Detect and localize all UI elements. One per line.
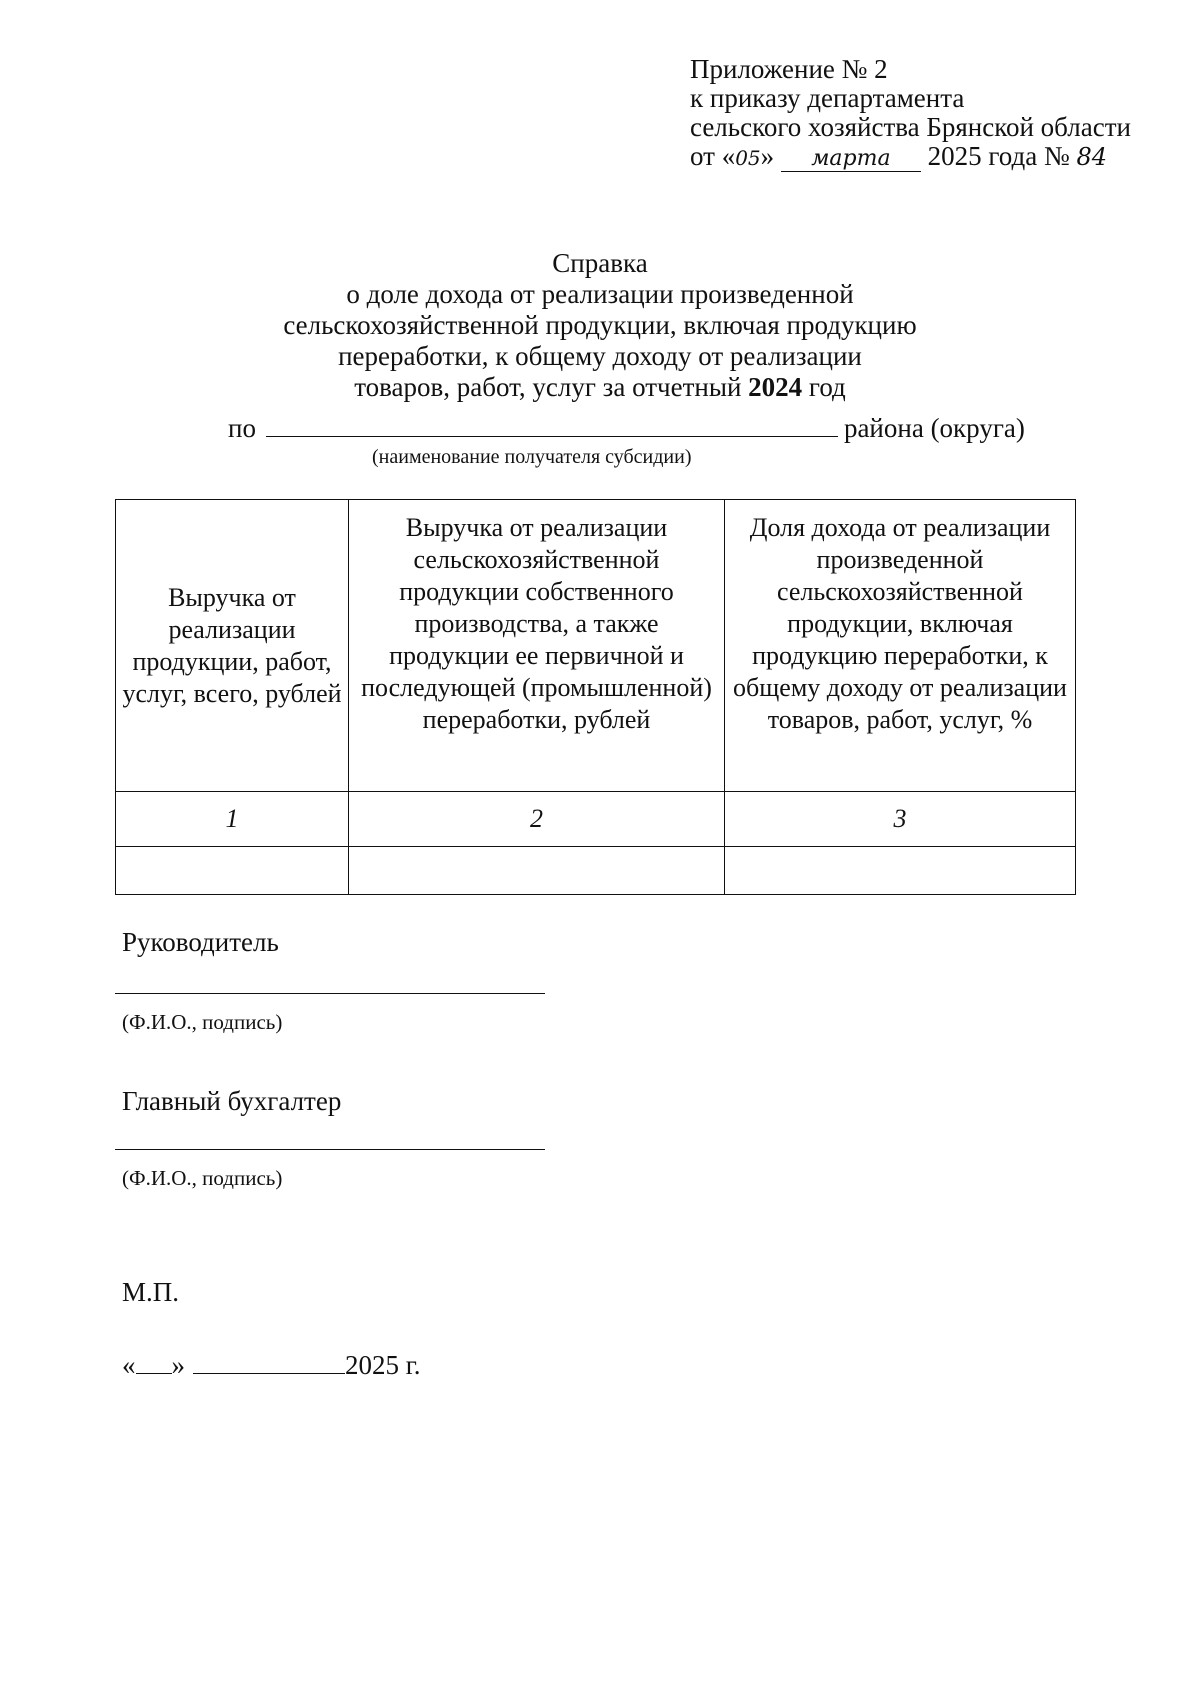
appendix-order-line: к приказу департамента bbox=[690, 83, 965, 113]
head-label: Руководитель bbox=[122, 927, 279, 957]
signing-date-row bbox=[122, 1350, 421, 1380]
header-income-share: Доля дохода от реализации произведенной сельскохозяйственной продукции, включая продукцию переработки, к общему доходу от реализации товаров, работ, услуг, % bbox=[725, 500, 1076, 792]
date-open-quote: « bbox=[122, 1350, 136, 1380]
recipient-prefix: по bbox=[228, 413, 256, 443]
title-heading: Справка bbox=[552, 248, 648, 278]
accountant-signature-caption: (Ф.И.О., подпись) bbox=[122, 1166, 283, 1190]
handwritten-day: 05 bbox=[735, 146, 761, 170]
cell-total-revenue[interactable] bbox=[116, 847, 349, 895]
accountant-label: Главный бухгалтер bbox=[122, 1086, 342, 1116]
recipient-suffix: района (округа) bbox=[843, 413, 1025, 443]
handwritten-month: марта bbox=[781, 147, 921, 172]
appendix-title: Приложение № 2 bbox=[690, 54, 888, 84]
title-line-4-prefix: товаров, работ, услуг за отчетный bbox=[354, 372, 742, 402]
title-line-4 bbox=[0, 372, 1200, 403]
appendix-department-line: сельского хозяйства Брянской области bbox=[690, 112, 1131, 142]
header-total-revenue: Выручка от реализации продукции, работ, услуг, всего, рублей bbox=[116, 500, 349, 792]
table-column-number-row bbox=[116, 792, 1076, 847]
income-share-table bbox=[115, 499, 1076, 895]
column-number-2: 2 bbox=[349, 792, 725, 847]
date-year: 2025 г. bbox=[345, 1350, 421, 1380]
column-number-3: 3 bbox=[725, 792, 1076, 847]
column-number-1: 1 bbox=[116, 792, 349, 847]
head-signature-line[interactable] bbox=[115, 993, 545, 994]
table-header-row bbox=[116, 500, 1076, 792]
accountant-signature-line[interactable] bbox=[115, 1149, 545, 1150]
stamp-placeholder: М.П. bbox=[122, 1277, 180, 1307]
day-field[interactable] bbox=[136, 1353, 172, 1374]
recipient-row bbox=[228, 413, 1040, 443]
appendix-header bbox=[690, 55, 1131, 173]
date-close-quote-2: » bbox=[171, 1350, 185, 1380]
document-title bbox=[0, 248, 1200, 403]
cell-income-share[interactable] bbox=[725, 847, 1076, 895]
reporting-year: 2024 bbox=[748, 372, 803, 402]
title-line-4-suffix: год bbox=[808, 372, 846, 402]
cell-agricultural-revenue[interactable] bbox=[349, 847, 725, 895]
handwritten-order-number: 84 bbox=[1076, 143, 1108, 171]
head-signature-caption: (Ф.И.О., подпись) bbox=[122, 1010, 283, 1034]
title-line-3: переработки, к общему доходу от реализации bbox=[338, 341, 862, 371]
recipient-caption: (наименование получателя субсидии) bbox=[372, 446, 692, 468]
month-field[interactable] bbox=[193, 1353, 345, 1374]
title-line-2: сельскохозяйственной продукции, включая продукцию bbox=[283, 310, 917, 340]
title-line-1: о доле дохода от реализации произведенной bbox=[346, 279, 854, 309]
table-row bbox=[116, 847, 1076, 895]
date-year-text: 2025 года № bbox=[927, 141, 1070, 171]
date-close-quote: » bbox=[760, 141, 775, 171]
date-prefix: от « bbox=[690, 141, 736, 171]
header-agricultural-revenue: Выручка от реализации сельскохозяйственной продукции собственного производства, а также продукции ее первичной и последующей (промышленной) переработки, рублей bbox=[349, 500, 725, 792]
recipient-name-field[interactable] bbox=[266, 414, 838, 437]
appendix-date-line bbox=[690, 142, 1131, 173]
